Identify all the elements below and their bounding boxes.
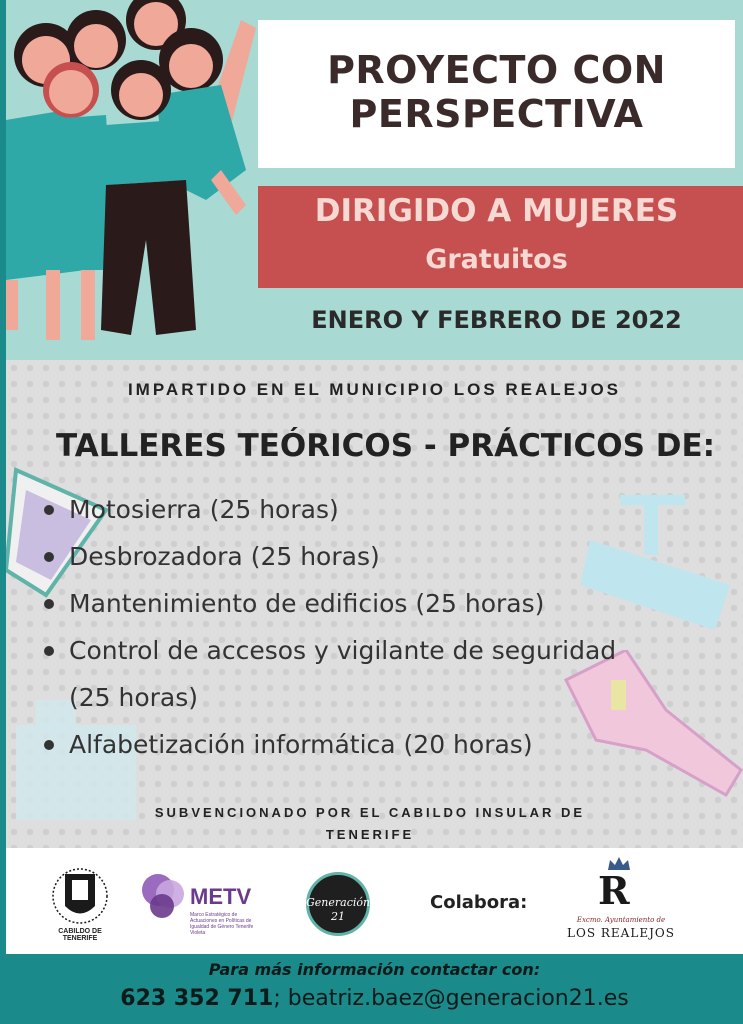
metv-caption: Marco Estratégico de Actuaciones en Políticas de Igualdad de Género Tenerife Violeta [190,912,254,936]
list-item-continuation [44,674,616,721]
phone-number[interactable]: 623 352 711 [120,986,274,1011]
teal-strip [258,168,735,186]
subtitle-free: Gratuitos [425,244,568,275]
subsidy-line-2: TENERIFE [325,827,415,842]
list-item [44,627,616,674]
course-list [44,486,616,768]
cabildo-caption: CABILDO DE TENERIFE [58,928,102,942]
metv-logo: METV [190,884,252,909]
women-illustration [6,0,264,350]
course-label: Motosierra (25 horas) [69,495,339,524]
subsidy-line-1: SUBVENCIONADO POR EL CABILDO INSULAR DE [154,805,586,820]
metv-logo-mark [140,872,188,920]
realejos-caption-small: Excmo. Ayuntamiento de [576,916,666,924]
email-link[interactable]: beatriz.baez@generacion21.es [287,986,629,1011]
contact-separator: ; [273,986,281,1011]
list-item [44,580,616,627]
title-line-1: PROYECTO CON [327,48,666,92]
generacion21-text: Generación [306,896,371,909]
bullet-icon [44,599,54,609]
bullet-icon [44,505,54,515]
list-item [44,533,616,580]
collaborates-label: Colabora: [430,892,528,913]
list-item [44,486,616,533]
page-title [258,48,735,136]
date-text: ENERO Y FEBRERO DE 2022 [311,306,682,334]
contact-details [6,986,743,1011]
generacion21-number: 21 [331,910,345,923]
title-line-2: PERSPECTIVA [349,92,644,136]
workshops-title: TALLERES TEÓRICOS - PRÁCTICOS DE: [56,428,716,464]
list-item [44,721,616,768]
municipality-note: IMPARTIDO EN EL MUNICIPIO LOS REALEJOS [127,380,622,399]
cabildo-logo [50,866,110,932]
bullet-icon [44,740,54,750]
course-label: Desbrozadora (25 horas) [69,542,380,571]
realejos-logo-letter: R [598,868,630,913]
contact-label: Para más información contactar con: [208,960,541,979]
subsidy-note [100,802,640,846]
course-label: (25 horas) [69,683,199,712]
course-label: Mantenimiento de edificios (25 horas) [69,589,545,618]
course-label: Control de accesos y vigilante de seguridad [69,636,617,665]
subtitle: DIRIGIDO A MUJERES [314,193,679,229]
bullet-icon [44,646,54,656]
course-label: Alfabetización informática (20 horas) [69,730,533,759]
realejos-caption: LOS REALEJOS [567,926,675,940]
bullet-icon [44,552,54,562]
